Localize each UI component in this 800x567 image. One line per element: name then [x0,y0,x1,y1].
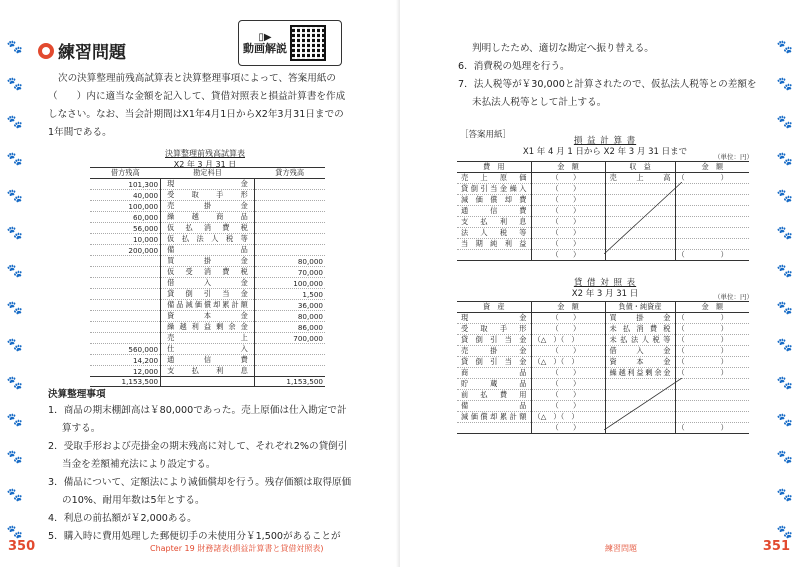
table-row: 当期純利益 （ ） [457,239,749,250]
amount-input[interactable]: （ ） [531,401,605,412]
unit-label: （単位：円） [714,153,753,161]
table-row: 繰越利益剰余金 86,000 [90,322,325,333]
income-statement-table: 費 用 金 額 収 益 金 額 売上原価 （ ） 売上高 （ ） 貸倒引当金繰入 （ ） 減価償却費 （ ） 通信費 （ ） 支払利息 （ ） 法人税等 （ ） 当期純利益 （ ） （ ） （ ） [457,161,749,261]
amount-input[interactable]: （ ） [531,313,605,324]
table-row: 備品減価償却累計額 36,000 [90,300,325,311]
amount-input[interactable]: （ ） [675,346,749,357]
list-item: 判明したため、適切な勘定へ振り替える。 [472,43,654,54]
table-row: 仮受消費税 70,000 [90,267,325,278]
amount-input[interactable] [675,379,749,390]
amount-input[interactable]: （ ） [531,346,605,357]
amount-input[interactable]: （ ） [531,195,605,206]
table-row: 備品 （ ） [457,401,749,412]
amount-input[interactable]: （ ） [531,250,605,261]
trial-balance-title: 決算整理前残高試算表 X2 年 3 月 31 日 [165,149,245,169]
amount-input[interactable] [675,184,749,195]
list-item: 4．利息の前払額が￥2,000ある。 [48,513,197,524]
table-row: 10,000 仮払法人税等 [90,234,325,245]
table-row: 560,000 仕入 [90,344,325,355]
adjustments-title: 決算整理事項 [48,389,106,400]
table-row: 借入金 100,000 [90,278,325,289]
intro-paragraph: 次の決算整理前残高試算表と決算整理事項によって、答案用紙の（ ）内に適当な金額を記入して、貸借対照表と損益計算書を作成しなさい。なお、当会計期間はX1年4月1日からX2年3月31日までの1年間である。 [48,73,346,138]
list-item: 2．受取手形および売掛金の期末残高に対して、それぞれ2%の貸倒引当金を差額補充法により設定する。 [48,441,348,470]
amount-input[interactable]: （ ） [675,173,749,184]
amount-input[interactable]: （ ） [531,324,605,335]
amount-input[interactable]: （ ） [675,313,749,324]
table-row: 56,000 仮払消費税 [90,223,325,234]
page-number: 351 [762,539,790,554]
table-row: 売掛金 （ ） 借入金 （ ） [457,346,749,357]
phone-icon: ▯▶ [258,32,272,43]
table-row: 200,000 備品 [90,245,325,256]
table-row: 売上原価 （ ） 売上高 （ ） [457,173,749,184]
table-row: 貯蔵品 （ ） [457,379,749,390]
list-item: 7．法人税等が￥30,000と計算されたので、仮払法人税等との差額を未払法人税等として計上する。 [458,79,757,108]
amount-input[interactable]: （ ） [531,239,605,250]
paw-margin-decoration: 🐾 🐾 🐾 🐾 🐾 🐾 🐾 🐾 🐾 🐾 🐾 🐾 🐾 🐾 [6,40,24,540]
amount-input[interactable] [675,401,749,412]
balance-sheet-table: 資 産 金 額 負債・純資産 金 額 現金 （ ） 買掛金 （ ） 受取手形 （ ） 未払消費税 （ ） 貸倒引当金 （△ ）（ ） 未払法人税等 （ ） 売掛金 （ ） 借入金 （ ） 貸倒引当金 （△ ）（ ） 資本金 （ ） 商品 （ ） 繰越利益剰余金 （ ） 貯蔵品 （ ） 前払費用 （ ） 備品 （ ） 減価償却累計額 （△ ）（ ） （ ） （ ） [457,301,749,434]
amount-input[interactable] [675,390,749,401]
amount-input[interactable]: （ ） [531,423,605,434]
video-explanation-badge[interactable]: ▯▶ 動画解説 [238,20,342,66]
table-row: 前払費用 （ ） [457,390,749,401]
table-row: 減価償却累計額 （△ ）（ ） [457,412,749,423]
table-row: 支払利息 （ ） [457,217,749,228]
list-item: 3．備品について、定額法により減価償却を行う。残存価額は取得原価の10%、耐用年数は5年とする。 [48,477,352,506]
table-row: 100,000 売掛金 [90,201,325,212]
amount-input[interactable] [675,195,749,206]
table-row: 法人税等 （ ） [457,228,749,239]
amount-input[interactable] [675,239,749,250]
unit-label: （単位：円） [714,293,753,301]
table-row: 売上 700,000 [90,333,325,344]
table-row: 貸倒引当金 1,500 [90,289,325,300]
table-row: 貸倒引当金 （△ ）（ ） 資本金 （ ） [457,357,749,368]
paw-margin-decoration: 🐾 🐾 🐾 🐾 🐾 🐾 🐾 🐾 🐾 🐾 🐾 🐾 🐾 🐾 [776,40,794,540]
table-row: 貸倒引当金繰入 （ ） [457,184,749,195]
table-row: 40,000 受取手形 [90,190,325,201]
bs-cancel-line [604,378,682,430]
table-row: 貸倒引当金 （△ ）（ ） 未払法人税等 （ ） [457,335,749,346]
table-row: 買掛金 80,000 [90,256,325,267]
amount-input[interactable]: （ ） [531,173,605,184]
amount-input[interactable]: （ ） [531,228,605,239]
table-row: 60,000 繰越商品 [90,212,325,223]
amount-input[interactable]: （ ） [675,324,749,335]
amount-input[interactable]: （ ） [531,217,605,228]
amount-input[interactable]: （ ） [531,390,605,401]
table-row [457,250,749,261]
amount-input[interactable]: （△ ）（ ） [531,335,605,346]
table-row: 現金 （ ） 買掛金 （ ） [457,313,749,324]
amount-input[interactable]: （ ） [531,184,605,195]
amount-input[interactable]: （ ） [675,250,749,261]
bullet-circle-icon [38,43,54,59]
table-row: 101,300 現金 [90,179,325,190]
page-number: 350 [8,539,36,554]
amount-input[interactable]: （ ） [675,357,749,368]
pl-cancel-line [604,182,682,254]
list-item: 5．購入時に費用処理した郵便切手の未使用分￥1,500があることが [48,531,341,542]
answer-sheet-label: ［答案用紙］ [460,130,512,140]
balance-sheet-title: 貸 借 対 照 表 X2 年 3 月 31 日 [571,278,639,299]
income-statement-title: 損 益 計 算 書 X1 年 4 月 1 日から X2 年 3 月 31 日まで [522,136,688,157]
amount-input[interactable] [675,412,749,423]
amount-input[interactable]: （ ） [531,206,605,217]
list-item: 1．商品の期末棚卸高は￥80,000であった。売上原価は仕入勘定で計算する。 [48,405,347,434]
amount-input[interactable]: （ ） [531,368,605,379]
table-row: 14,200 通信費 [90,355,325,366]
amount-input[interactable] [675,228,749,239]
amount-input[interactable] [675,206,749,217]
total-row: 1,153,500 1,153,500 [90,377,325,387]
adjustments-list-continued [458,40,758,112]
amount-input[interactable]: （ ） [675,368,749,379]
amount-input[interactable]: （△ ）（ ） [531,412,605,423]
qr-code-icon[interactable] [290,25,326,61]
amount-input[interactable]: （ ） [675,423,749,434]
table-row: 減価償却費 （ ） [457,195,749,206]
table-row: 通信費 （ ） [457,206,749,217]
table-row: 受取手形 （ ） 未払消費税 （ ） [457,324,749,335]
table-row: 資本金 80,000 [90,311,325,322]
amount-input[interactable]: （△ ）（ ） [531,357,605,368]
exercise-heading: 練習問題 [38,38,126,63]
trial-balance-table: 借方残高 勘定科目 貸方残高 101,300 現金 40,000 受取手形 100,000 売掛金 60,000 繰越商品 56,000 仮払消費税 10,000 仮払法人税等 200,000 備品 買掛金 80,000 仮受消費税 70,000 借入金 100,000 貸倒引当金 1,500 備品減価償却累計額 36,000 資本金 80,000 繰越利益剰余金 86,000 売上 700,000 560,000 仕入 14,200 通信費 12,000 支払利息 1,153,500 1,153,500 [90,167,325,387]
list-item: 6．消費税の処理を行う。 [458,61,570,72]
amount-input[interactable] [675,217,749,228]
chapter-footer: Chapter 19 財務諸表(損益計算書と貸借対照表) [150,544,324,553]
section-footer: 練習問題 [605,544,637,553]
table-row: 商品 （ ） 繰越利益剰余金 （ ） [457,368,749,379]
amount-input[interactable]: （ ） [675,335,749,346]
amount-input[interactable]: （ ） [531,379,605,390]
adjustments-list [48,402,353,546]
table-row: 12,000 支払利息 [90,366,325,377]
table-row [457,423,749,434]
